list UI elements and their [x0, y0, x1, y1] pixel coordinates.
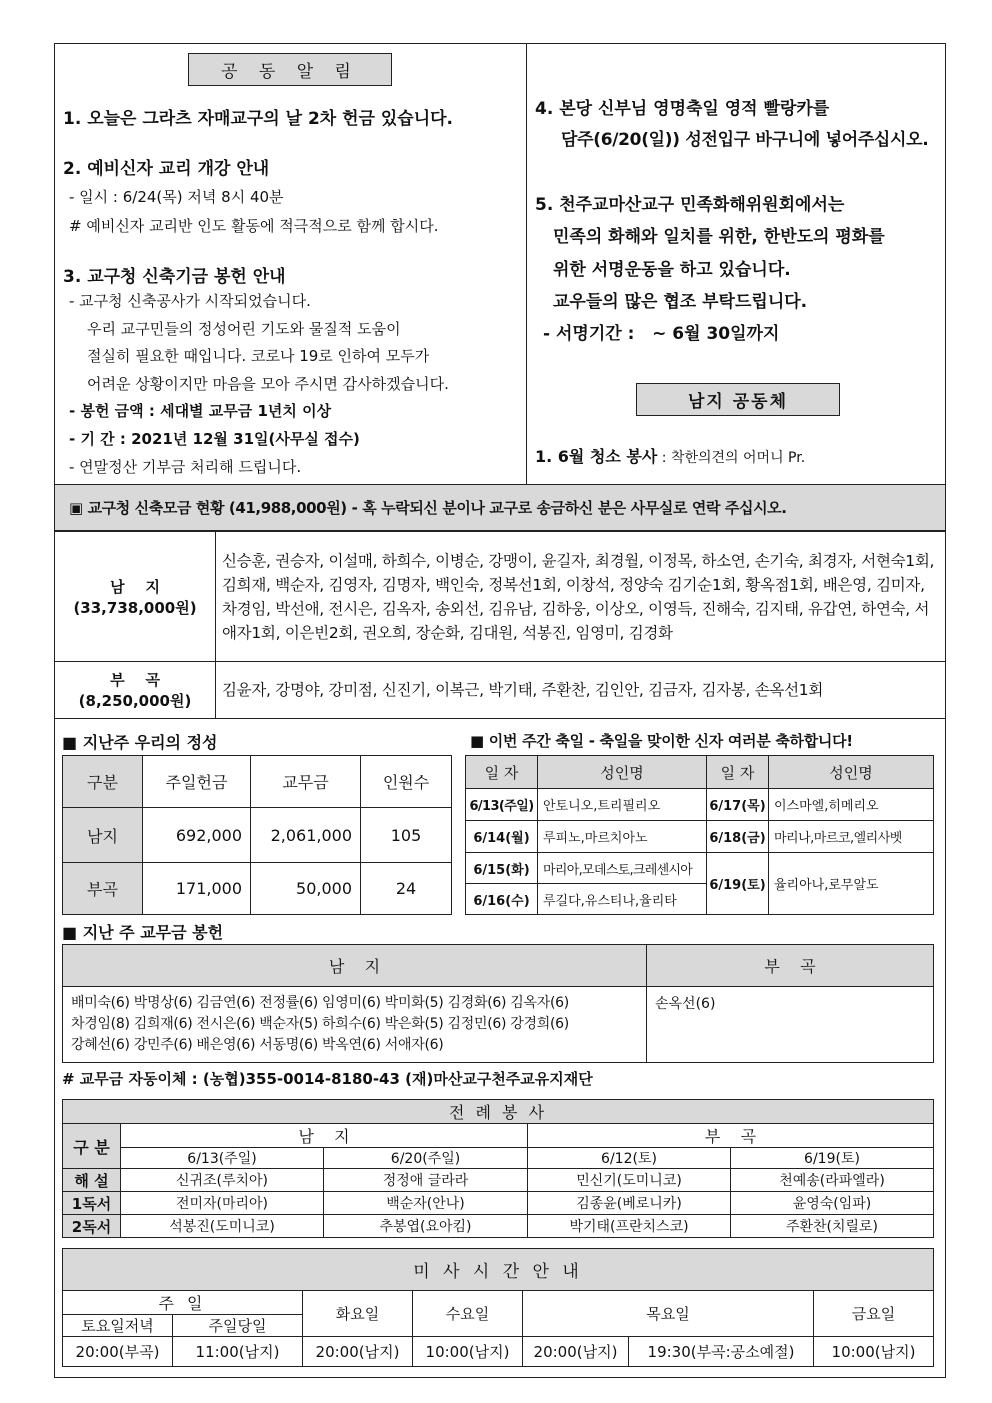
mass-fri: 금요일 — [814, 1291, 934, 1337]
offering-row — [63, 863, 452, 915]
dues-bugok-names: 손옥선(6) — [647, 987, 934, 1063]
offering-header: 인원수 — [361, 756, 452, 808]
liturgy-date: 6/12(토) — [528, 1148, 731, 1169]
namji-cleaning-notice — [535, 444, 805, 467]
mass-times-row — [63, 1337, 934, 1367]
liturgy-cell: 주환찬(치릴로) — [731, 1215, 934, 1238]
notices-divider — [526, 44, 527, 485]
notice-item-1: 1. 오늘은 그라츠 자매교구의 날 2차 헌금 있습니다. — [63, 109, 454, 129]
liturgy-cell: 전미자(마리아) — [121, 1192, 324, 1215]
offering-count: 105 — [361, 808, 452, 863]
liturgy-title-row — [63, 1100, 934, 1124]
dues-names-row — [63, 987, 934, 1063]
feast-date: 6/15(화) — [466, 853, 538, 884]
feast-saints: 마리나,마르코,엘리사벳 — [769, 821, 934, 853]
notice-item-3-line: - 기 간 : 2021년 12월 31일(사무실 접수) — [69, 430, 360, 448]
notice-item-3-line: 어려운 상황이지만 마음을 모아 주시면 감사하겠습니다. — [87, 375, 449, 393]
namji-community-header: 남지 공동체 — [636, 383, 840, 416]
feast-row — [466, 821, 934, 853]
fund-bugok-label: 부 곡 — [110, 671, 160, 689]
notice-item-5-line: - 서명기간 : ~ 6월 30일까지 — [543, 324, 780, 344]
feast-title: ■ 이번 주간 축일 - 축일을 맞이한 신자 여러분 축하합니다! — [470, 732, 853, 750]
offering-header: 교무금 — [251, 756, 361, 808]
offering-sunday: 171,000 — [143, 863, 251, 915]
offering-sunday: 692,000 — [143, 808, 251, 863]
feast-row — [466, 789, 934, 821]
dues-bugok-header: 부 곡 — [647, 945, 934, 987]
dues-namji-line: 배미숙(6) 박명상(6) 김금연(6) 전정률(6) 임영미(6) 박미화(5) 김경화(6) 김옥자(6) — [71, 995, 569, 1011]
fund-title-bar — [54, 484, 946, 531]
mass-time: 19:30(부곡:공소예절) — [629, 1337, 814, 1367]
notices-section — [54, 43, 946, 485]
notice-item-4-line: 4. 본당 신부님 영명축일 영적 빨랑카를 — [535, 99, 830, 119]
dues-namji-line: 차경임(8) 김희재(6) 전시은(6) 백순자(5) 하희수(6) 박은화(5) 김정민(6) 강경희(6) — [71, 1016, 569, 1032]
notice-item-3-line: 절실히 필요한 때입니다. 코로나 19로 인하여 모두가 — [87, 347, 430, 365]
liturgy-cell: 정정애 글라라 — [324, 1169, 528, 1192]
namji-cleaning-detail: : 착한의견의 어머니 Pr. — [657, 450, 806, 466]
feast-header: 일 자 — [707, 756, 769, 789]
feast-saints: 루길다,유스티나,율리타 — [538, 884, 707, 915]
feast-date: 6/18(금) — [707, 821, 769, 853]
dues-table — [62, 944, 934, 1063]
autopay-info: # 교무금 자동이체 : (농협)355-0014-8180-43 (재)마산교구천주교유지재단 — [62, 1070, 593, 1088]
feast-saints: 루피노,마르치아노 — [538, 821, 707, 853]
liturgy-cell: 박기태(프란치스코) — [528, 1215, 731, 1238]
notice-item-3-line: - 교구청 신축공사가 시작되었습니다. — [69, 292, 311, 310]
notice-item-2-line: # 예비신자 교리반 인도 활동에 적극적으로 함께 합시다. — [69, 217, 439, 235]
offering-header-row — [63, 756, 452, 808]
liturgy-date: 6/13(주일) — [121, 1148, 324, 1169]
fund-namji-amount: (33,738,000원) — [73, 598, 197, 617]
fund-bugok-label-cell — [55, 662, 216, 719]
liturgy-date: 6/19(토) — [731, 1148, 934, 1169]
feast-header-row — [466, 756, 934, 789]
offering-dues: 50,000 — [251, 863, 361, 915]
mass-group-row — [63, 1291, 934, 1315]
feast-saints: 안토니오,트리필리오 — [538, 789, 707, 821]
mass-table — [62, 1248, 934, 1367]
feast-header: 일 자 — [466, 756, 538, 789]
liturgy-title: 전 례 봉 사 — [63, 1100, 934, 1124]
offering-header: 구분 — [63, 756, 143, 808]
offering-row — [63, 808, 452, 863]
notice-item-5-line: 5. 천주교마산교구 민족화해위원회에서는 — [535, 195, 845, 215]
feast-header: 성인명 — [769, 756, 934, 789]
offering-count: 24 — [361, 863, 452, 915]
dues-namji-header: 남 지 — [63, 945, 647, 987]
mass-time: 10:00(남지) — [814, 1337, 934, 1367]
liturgy-dates-row — [63, 1148, 934, 1169]
notice-item-4-line: 담주(6/20(일)) 성전입구 바구니에 넣어주십시오. — [561, 130, 929, 150]
liturgy-row-label: 1독서 — [63, 1192, 121, 1215]
feast-saints: 마리아,모데스토,크레센시아 — [538, 853, 707, 884]
fund-section — [54, 484, 946, 719]
dues-namji-line: 강혜선(6) 강민주(6) 배은영(6) 서동명(6) 박옥연(6) 서애자(6) — [71, 1037, 444, 1053]
liturgy-cell: 신귀조(루치아) — [121, 1169, 324, 1192]
offering-title: ■ 지난주 우리의 정성 — [62, 733, 218, 752]
offering-header: 주일헌금 — [143, 756, 251, 808]
notice-item-3-line: 우리 교구민들의 정성어린 기도와 물질적 도움이 — [87, 320, 401, 338]
mass-sunday: 주 일 — [63, 1291, 303, 1315]
liturgy-cell: 천예송(라파엘라) — [731, 1169, 934, 1192]
liturgy-row-label: 2독서 — [63, 1215, 121, 1238]
feast-date: 6/13(주일) — [466, 789, 538, 821]
mass-title-row — [63, 1249, 934, 1291]
feast-row — [466, 853, 934, 884]
dues-namji-names — [63, 987, 647, 1063]
namji-cleaning-label: 1. 6월 청소 봉사 — [535, 447, 658, 466]
liturgy-bugok: 부 곡 — [528, 1124, 934, 1148]
liturgy-table — [62, 1099, 934, 1238]
mass-time: 10:00(남지) — [413, 1337, 523, 1367]
offering-dues: 2,061,000 — [251, 808, 361, 863]
notice-item-3-title: 3. 교구청 신축기금 봉헌 안내 — [63, 267, 286, 287]
notice-item-3-line: - 봉헌 금액 : 세대별 교무금 1년치 이상 — [69, 402, 332, 420]
fund-row-namji — [55, 532, 946, 662]
offering-table — [62, 755, 452, 915]
feast-saints: 이스마엘,히메리오 — [769, 789, 934, 821]
mass-sun-day: 주일당일 — [173, 1315, 303, 1337]
notice-item-3-line: - 연말정산 기부금 처리해 드립니다. — [69, 458, 302, 476]
offering-row-label: 남지 — [63, 808, 143, 863]
liturgy-namji: 남 지 — [121, 1124, 528, 1148]
mass-title: 미 사 시 간 안 내 — [63, 1249, 934, 1291]
mass-sat-eve: 토요일저녁 — [63, 1315, 173, 1337]
feast-date: 6/14(월) — [466, 821, 538, 853]
liturgy-date: 6/20(주일) — [324, 1148, 528, 1169]
feast-saints: 율리아나,로무알도 — [769, 853, 934, 915]
mass-time: 20:00(부곡) — [63, 1337, 173, 1367]
feast-date: 6/16(수) — [466, 884, 538, 915]
mass-tue: 화요일 — [303, 1291, 413, 1337]
liturgy-cell: 민신기(도미니코) — [528, 1169, 731, 1192]
notice-item-2-title: 2. 예비신자 교리 개강 안내 — [63, 159, 270, 179]
fund-namji-names: 신승훈, 권승자, 이설매, 하희수, 이병순, 강맹이, 윤길자, 최경월, 이정목, 하소연, 손기숙, 최경자, 서현숙1회, 김희재, 백순자, 김영자, 김명자, 백인숙, 정복선1회, 이창석, 정양숙 김기순1회, 황옥점1회, 배은영, 김미자, 차경임, 박선애, 전시은, 김옥자, 송외선, 김유남, 김하웅, 이상오, 이영득, 진해숙, 김지태, 유갑연, 하연숙, 서애자1회, 이은빈2회, 권오희, 장순화, 김대원, 석봉진, 임영미, 김경화 — [216, 532, 946, 662]
feast-table — [465, 755, 934, 915]
liturgy-group-row — [63, 1124, 934, 1148]
mass-time: 20:00(남지) — [523, 1337, 629, 1367]
liturgy-cell: 윤영숙(임파) — [731, 1192, 934, 1215]
liturgy-row — [63, 1192, 934, 1215]
mass-time: 11:00(남지) — [173, 1337, 303, 1367]
fund-bugok-amount: (8,250,000원) — [78, 692, 192, 710]
mass-wed: 수요일 — [413, 1291, 523, 1337]
fund-title: ▣ 교구청 신축모금 현황 (41,988,000원) - 혹 누락되신 분이나 교구로 송금하신 분은 사무실로 연락 주십시오. — [69, 499, 787, 517]
liturgy-cell: 추봉엽(요아킴) — [324, 1215, 528, 1238]
fund-bugok-names: 김윤자, 강명야, 강미점, 신진기, 이복근, 박기태, 주환찬, 김인안, 김금자, 김자봉, 손옥선1회 — [216, 662, 946, 719]
fund-table — [54, 531, 946, 719]
dues-header-row — [63, 945, 934, 987]
liturgy-row — [63, 1215, 934, 1238]
notice-item-5-line: 교우들의 많은 협조 부탁드립니다. — [553, 292, 808, 312]
notice-item-5-line: 민족의 화해와 일치를 위한, 한반도의 평화를 — [553, 227, 885, 247]
fund-namji-label-cell — [55, 532, 216, 662]
liturgy-gubun: 구 분 — [63, 1124, 121, 1169]
notices-header: 공 동 알 림 — [188, 53, 392, 86]
feast-date: 6/17(목) — [707, 789, 769, 821]
notice-item-5-line: 위한 서명운동을 하고 있습니다. — [553, 260, 791, 280]
mass-time: 20:00(남지) — [303, 1337, 413, 1367]
liturgy-row — [63, 1169, 934, 1192]
liturgy-cell: 김종윤(베로니카) — [528, 1192, 731, 1215]
feast-header: 성인명 — [538, 756, 707, 789]
liturgy-cell: 백순자(안나) — [324, 1192, 528, 1215]
offering-row-label: 부곡 — [63, 863, 143, 915]
fund-row-bugok — [55, 662, 946, 719]
dues-title: ■ 지난 주 교무금 봉헌 — [62, 923, 224, 942]
fund-namji-label: 남 지 — [110, 577, 160, 596]
liturgy-row-label: 해 설 — [63, 1169, 121, 1192]
feast-date: 6/19(토) — [707, 853, 769, 915]
notice-item-2-line: - 일시 : 6/24(목) 저녁 8시 40분 — [69, 188, 284, 206]
liturgy-cell: 석봉진(도미니코) — [121, 1215, 324, 1238]
mass-thu: 목요일 — [523, 1291, 814, 1337]
